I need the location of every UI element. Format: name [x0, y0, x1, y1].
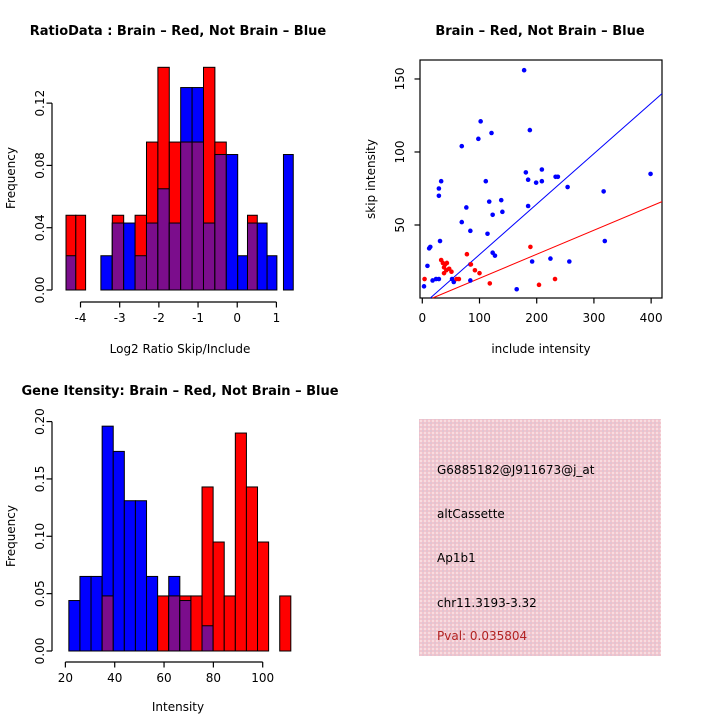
overlap-bar [192, 142, 203, 290]
blue-point [459, 220, 464, 225]
x-tick-label: 0 [418, 311, 427, 325]
blue-point [493, 253, 498, 258]
blue-bar [124, 223, 135, 290]
x-axis [58, 662, 274, 685]
blue-point [567, 259, 572, 264]
overlap-bar [181, 142, 192, 290]
red-point [537, 283, 542, 288]
blue-bar [238, 256, 248, 290]
blue-point [476, 137, 481, 142]
blue-point [602, 239, 607, 244]
blue-bar [113, 451, 124, 651]
red-point [449, 269, 454, 274]
red-point [477, 271, 482, 276]
blue-point [528, 128, 533, 133]
x-tick-label: 100 [251, 671, 275, 685]
y-axis [33, 90, 52, 304]
y-axis-title: Frequency [4, 147, 18, 209]
blue-point [438, 239, 443, 244]
overlap-bar [169, 223, 180, 290]
blue-bar [226, 155, 237, 290]
x-axis-title: Intensity [151, 700, 205, 714]
red-point [528, 245, 533, 250]
y-axis-title: skip intensity [364, 139, 378, 219]
x-axis-title: include intensity [491, 342, 591, 356]
chromosome-location-text: chr11.3193-3.32 [437, 596, 537, 610]
overlap-bar [102, 596, 113, 651]
blue-bar [283, 155, 293, 290]
overlap-bar [146, 223, 157, 290]
blue-point [422, 284, 427, 289]
blue-point [522, 68, 527, 73]
plot-box [420, 60, 662, 298]
overlap-bar [215, 155, 226, 290]
x-axis-title: Log2 Ratio Skip/Include [109, 342, 251, 356]
y-tick-label: 0.20 [33, 408, 47, 435]
red-bar [235, 433, 246, 651]
scatter-points [422, 68, 653, 292]
blue-point [534, 180, 539, 185]
pval-text: Pval: 0.035804 [437, 629, 528, 643]
histogram-bars [69, 426, 291, 651]
red-bar [191, 596, 202, 651]
blue-point [540, 167, 545, 172]
x-tick-label: 1 [272, 311, 281, 325]
red-point [553, 277, 558, 282]
blue-point [427, 246, 432, 251]
red-point [457, 277, 462, 282]
overlap-bar [180, 601, 191, 651]
red-point [422, 277, 427, 282]
y-axis [393, 68, 420, 233]
blue-point [439, 179, 444, 184]
red-bar [280, 596, 291, 651]
blue-bar [267, 256, 277, 290]
y-tick-label: 0.08 [33, 152, 47, 179]
blue-point [483, 179, 488, 184]
blue-point [548, 256, 553, 261]
x-tick-label: 200 [525, 311, 549, 325]
x-tick-label: 80 [205, 671, 222, 685]
blue-bar [257, 223, 267, 290]
blue-bar [91, 576, 102, 651]
y-tick-label: 0.04 [33, 214, 47, 242]
red-point [465, 252, 470, 257]
gene-intensity-histogram-panel [0, 360, 360, 720]
overlap-bar [202, 626, 213, 651]
blue-point [499, 198, 504, 203]
blue-point [500, 210, 505, 215]
blue-bar [147, 576, 158, 651]
y-tick-label: 100 [393, 140, 407, 164]
y-tick-label: 0.05 [33, 580, 47, 608]
ratio-histogram-panel [0, 0, 360, 360]
blue-regression-line [430, 94, 662, 298]
blue-bar [124, 501, 135, 651]
probe-id-text: G6885182@J911673@j_at [437, 463, 595, 477]
gene-info-panel [360, 360, 720, 720]
y-tick-label: 0.10 [33, 522, 47, 550]
x-tick-label: 20 [57, 671, 74, 685]
y-tick-label: 150 [393, 67, 407, 91]
blue-point [437, 186, 442, 191]
x-tick-label: 300 [582, 311, 606, 325]
chart-title: RatioData : Brain – Red, Not Brain – Blue [29, 24, 327, 39]
chart-title: Brain – Red, Not Brain – Blue [435, 24, 645, 39]
blue-point [514, 287, 519, 292]
blue-point [468, 229, 473, 234]
blue-point [459, 144, 464, 149]
blue-point [464, 205, 469, 210]
overlap-bar [247, 223, 257, 290]
y-tick-label: 0.12 [33, 89, 47, 117]
blue-point [489, 131, 494, 136]
x-tick-label: 60 [156, 671, 172, 685]
blue-point [648, 172, 653, 177]
y-tick-label: 50 [393, 217, 407, 233]
blue-point [553, 175, 558, 180]
y-tick-label: 0.15 [33, 465, 47, 493]
blue-bar [135, 501, 146, 651]
info-box [419, 419, 661, 656]
overlap-bar [112, 223, 123, 290]
blue-point [430, 278, 435, 283]
blue-point [437, 193, 442, 198]
red-bar [224, 596, 235, 651]
blue-point [526, 204, 531, 209]
red-point [469, 262, 474, 267]
overlap-bar [135, 256, 146, 290]
blue-point [530, 259, 535, 264]
overlap-bar [66, 256, 76, 290]
x-tick-label: 40 [107, 671, 123, 685]
blue-point [425, 264, 430, 269]
x-tick-label: -1 [192, 311, 205, 325]
y-axis [33, 408, 52, 664]
splice-type-text: altCassette [437, 507, 505, 521]
red-bar [158, 596, 169, 651]
blue-point [601, 189, 606, 194]
x-tick-label: 0 [233, 311, 242, 325]
blue-point [437, 277, 442, 282]
blue-bar [80, 576, 91, 651]
overlap-bar [169, 596, 180, 651]
red-bar [246, 487, 257, 651]
blue-point [524, 170, 529, 175]
y-tick-label: 0.00 [33, 637, 47, 665]
gene-symbol-text: Ap1b1 [437, 551, 476, 565]
blue-point [540, 179, 545, 184]
blue-point [468, 278, 473, 283]
red-point [445, 261, 450, 266]
blue-point [526, 177, 531, 182]
red-point [487, 281, 492, 286]
x-tick-label: -2 [152, 311, 165, 325]
chart-title: Gene Itensity: Brain – Red, Not Brain – Blue [21, 384, 339, 399]
blue-point [485, 231, 490, 236]
x-tick-label: -4 [74, 311, 87, 325]
x-tick-label: 100 [468, 311, 491, 325]
blue-point [490, 212, 495, 217]
red-bar [258, 542, 269, 651]
blue-point [487, 199, 492, 204]
blue-bar [101, 256, 112, 290]
x-tick-label: 400 [639, 311, 663, 325]
red-bar [76, 215, 86, 290]
overlap-bar [203, 223, 214, 290]
x-axis [418, 298, 662, 325]
histogram-bars [66, 67, 293, 290]
intensity-scatter-panel [360, 0, 720, 360]
blue-point [478, 119, 483, 124]
red-regression-line [433, 202, 662, 298]
blue-point [565, 185, 570, 190]
red-point [442, 271, 447, 276]
x-tick-label: -3 [113, 311, 126, 325]
blue-bar [69, 601, 80, 651]
y-tick-label: 0.00 [33, 276, 47, 304]
red-point [473, 268, 478, 273]
y-axis-title: Frequency [4, 505, 18, 567]
red-bar [213, 542, 224, 651]
x-axis [75, 302, 281, 325]
overlap-bar [158, 189, 169, 290]
